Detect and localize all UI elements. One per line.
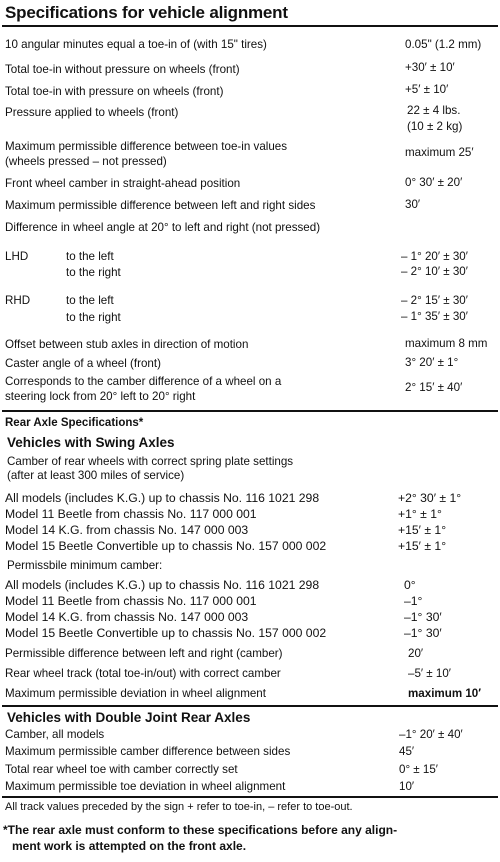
- spec-label: Camber of rear wheels with correct spring plate settings: [7, 455, 294, 468]
- rear-axle-heading: Rear Axle Specifications*: [5, 417, 144, 429]
- spec-value: maximum 25′: [405, 146, 474, 159]
- spec-value: – 2° 15′ ± 30′: [401, 294, 468, 307]
- double-joint-heading: Vehicles with Double Joint Rear Axles: [7, 710, 251, 725]
- spec-value: +5′ ± 10′: [405, 83, 449, 96]
- asterisk-note: ment work is attempted on the front axle.: [12, 839, 247, 853]
- spec-value: –5′ ± 10′: [408, 667, 451, 680]
- camber-row-label: Model 15 Beetle Convertible up to chassis No. 157 000 002: [5, 539, 327, 553]
- spec-label: to the right: [66, 266, 121, 279]
- spec-label: Maximum permissible deviation in wheel alignment: [5, 687, 266, 700]
- spec-label: Permissible difference between left and right (camber): [5, 647, 283, 660]
- spec-value: 45′: [399, 745, 415, 758]
- spec-label: Difference in wheel angle at 20° to left and right (not pressed): [5, 221, 321, 234]
- asterisk-note: *The rear axle must conform to these specifications before any align-: [3, 823, 398, 837]
- rhd-label: RHD: [5, 294, 31, 307]
- min-camber-row-label: Model 15 Beetle Convertible up to chassis No. 157 000 002: [5, 626, 327, 640]
- spec-value: (10 ± 2 kg): [407, 120, 463, 133]
- spec-value: 3° 20′ ± 1°: [405, 356, 459, 369]
- spec-value: –1° 20′ ± 40′: [399, 728, 463, 741]
- spec-label: 10 angular minutes equal a toe-in of (with 15" tires): [5, 38, 267, 51]
- spec-label: (wheels pressed – not pressed): [5, 155, 167, 168]
- spec-label: to the left: [66, 294, 114, 307]
- min-camber-row-value: –1° 30′: [404, 626, 442, 640]
- spec-label: Total rear wheel toe with camber correctly set: [5, 763, 238, 776]
- spec-value: 20′: [408, 647, 424, 660]
- camber-row-value: +1° ± 1°: [398, 507, 442, 521]
- spec-label: to the left: [66, 250, 114, 263]
- spec-value: – 2° 10′ ± 30′: [401, 265, 468, 278]
- spec-value: 0° ± 15′: [399, 763, 438, 776]
- spec-value: 0° 30′ ± 20′: [405, 176, 463, 189]
- min-camber-row-label: Model 14 K.G. from chassis No. 147 000 003: [5, 610, 249, 624]
- lhd-label: LHD: [5, 250, 29, 263]
- spec-label: Permissbile minimum camber:: [7, 559, 163, 572]
- spec-value: +30′ ± 10′: [405, 61, 455, 74]
- spec-label: Maximum permissible difference between toe-in values: [5, 140, 288, 153]
- min-camber-row-value: –1° 30′: [404, 610, 442, 624]
- min-camber-row-value: –1°: [404, 594, 423, 608]
- page-title: Specifications for vehicle alignment: [5, 3, 288, 22]
- spec-label: (after at least 300 miles of service): [7, 469, 185, 482]
- camber-row-label: Model 11 Beetle from chassis No. 117 000 001: [5, 507, 257, 521]
- spec-value: 10′: [399, 780, 415, 793]
- spec-label: steering lock from 20° left to 20° right: [5, 390, 196, 403]
- spec-label: Maximum permissible camber difference between sides: [5, 745, 291, 758]
- spec-label: Maximum permissible toe deviation in wheel alignment: [5, 780, 286, 793]
- spec-value: – 1° 35′ ± 30′: [401, 310, 468, 323]
- camber-row-value: +2° 30′ ± 1°: [398, 491, 462, 505]
- spec-value: 22 ± 4 lbs.: [407, 104, 461, 117]
- camber-row-value: +15′ ± 1°: [398, 523, 447, 537]
- spec-label: Caster angle of a wheel (front): [5, 357, 161, 370]
- spec-label: Offset between stub axles in direction of motion: [5, 338, 249, 351]
- spec-value: maximum 8 mm: [405, 337, 488, 350]
- min-camber-row-value: 0°: [404, 578, 416, 592]
- camber-row-value: +15′ ± 1°: [398, 539, 447, 553]
- spec-value: 2° 15′ ± 40′: [405, 381, 463, 394]
- spec-label: Maximum permissible difference between left and right sides: [5, 199, 316, 212]
- footnote: All track values preceded by the sign + refer to toe-in, – refer to toe-out.: [5, 801, 353, 813]
- min-camber-row-label: All models (includes K.G.) up to chassis No. 116 1021 298: [5, 578, 320, 592]
- spec-label: Pressure applied to wheels (front): [5, 106, 179, 119]
- swing-axles-heading: Vehicles with Swing Axles: [7, 435, 175, 450]
- spec-value: – 1° 20′ ± 30′: [401, 250, 468, 263]
- spec-value: 30′: [405, 198, 421, 211]
- min-camber-row-label: Model 11 Beetle from chassis No. 117 000 001: [5, 594, 257, 608]
- spec-label: Corresponds to the camber difference of a wheel on a: [5, 375, 282, 388]
- camber-row-label: All models (includes K.G.) up to chassis No. 116 1021 298: [5, 491, 320, 505]
- section-rule: [2, 410, 498, 412]
- spec-label: Total toe-in with pressure on wheels (front): [5, 85, 224, 98]
- section-rule: [2, 796, 498, 798]
- spec-label: Rear wheel track (total toe-in/out) with correct camber: [5, 667, 281, 680]
- spec-label: Front wheel camber in straight-ahead position: [5, 177, 241, 190]
- spec-value: maximum 10′: [408, 687, 482, 700]
- spec-label: to the right: [66, 311, 121, 324]
- spec-value: 0.05" (1.2 mm): [405, 38, 482, 51]
- camber-row-label: Model 14 K.G. from chassis No. 147 000 003: [5, 523, 249, 537]
- spec-label: Total toe-in without pressure on wheels (front): [5, 63, 240, 76]
- title-rule: [2, 25, 498, 27]
- spec-label: Camber, all models: [5, 728, 105, 741]
- section-rule: [2, 705, 498, 707]
